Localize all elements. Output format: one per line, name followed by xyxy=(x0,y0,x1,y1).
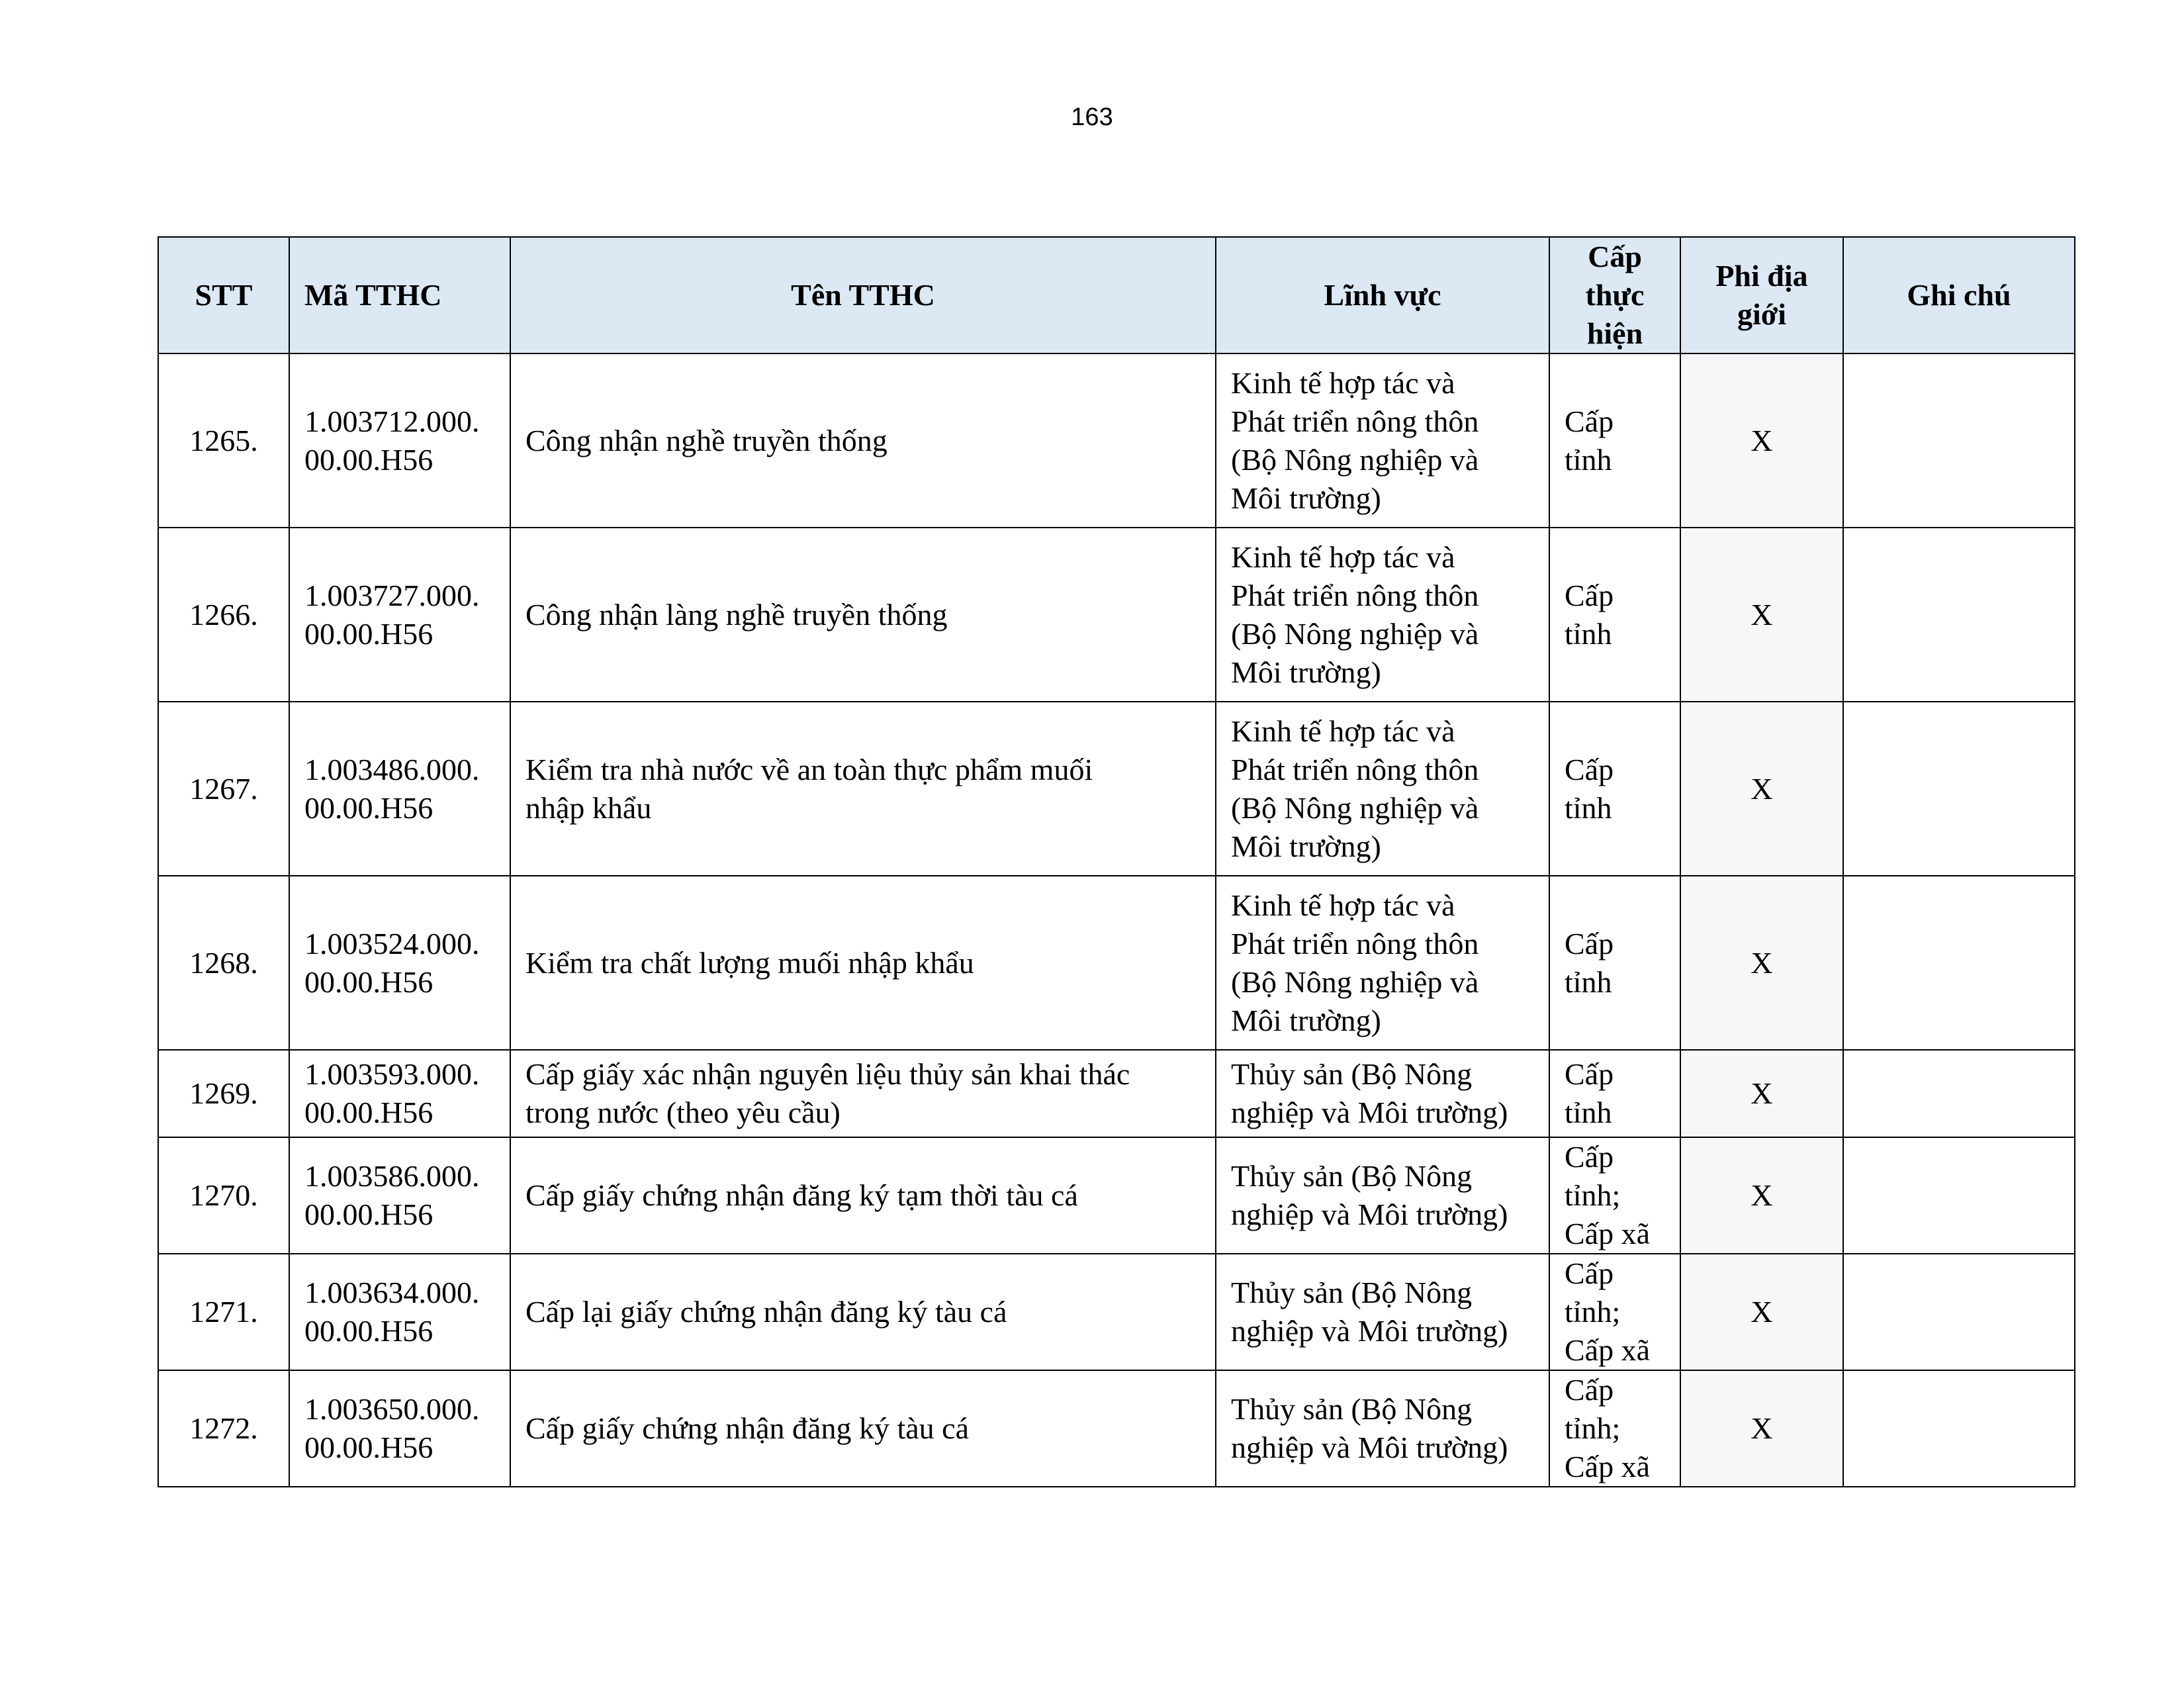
cell-name xyxy=(510,702,1216,876)
cell-level xyxy=(1549,1370,1680,1487)
cell-stt: 1266. xyxy=(158,528,289,702)
code-line: 1.003712.000. xyxy=(304,404,480,438)
field-line: (Bộ Nông nghiệp và xyxy=(1231,790,1479,825)
cell-note xyxy=(1843,1050,2075,1137)
cell-phi-dia-gioi: X xyxy=(1680,528,1843,702)
cell-code xyxy=(289,876,510,1050)
field-line: Kinh tế hợp tác và xyxy=(1231,714,1455,748)
cell-phi-dia-gioi: X xyxy=(1680,1370,1843,1487)
level-line: Cấp xyxy=(1565,1373,1614,1407)
name-line: Kiểm tra nhà nước về an toàn thực phẩm muối xyxy=(525,752,1093,786)
header-field: Lĩnh vực xyxy=(1216,237,1549,353)
level-line: tỉnh xyxy=(1565,790,1612,825)
cell-code xyxy=(289,1137,510,1254)
level-line: tỉnh xyxy=(1565,442,1612,477)
code-line: 00.00.H56 xyxy=(304,616,433,651)
table-header-row xyxy=(158,237,2075,353)
cell-field xyxy=(1216,1050,1549,1137)
cell-stt: 1268. xyxy=(158,876,289,1050)
cell-level xyxy=(1549,353,1680,528)
cell-stt: 1271. xyxy=(158,1254,289,1370)
field-line: Môi trường) xyxy=(1231,481,1381,515)
field-line: Thủy sản (Bộ Nông xyxy=(1231,1057,1473,1091)
code-line: 00.00.H56 xyxy=(304,1430,433,1464)
header-level xyxy=(1549,237,1680,353)
cell-phi-dia-gioi: X xyxy=(1680,1137,1843,1254)
cell-field xyxy=(1216,1370,1549,1487)
cell-stt: 1270. xyxy=(158,1137,289,1254)
cell-name: Công nhận làng nghề truyền thống xyxy=(510,528,1216,702)
header-level-line: hiện xyxy=(1586,316,1643,350)
level-line: tỉnh xyxy=(1565,616,1612,651)
level-line: Cấp xyxy=(1565,1057,1614,1091)
code-line: 1.003634.000. xyxy=(304,1276,480,1309)
field-line: Phát triển nông thôn xyxy=(1231,926,1479,961)
table-row xyxy=(158,528,2075,702)
name-line: Cấp giấy xác nhận nguyên liệu thủy sản khai thác xyxy=(525,1057,1130,1091)
header-phi-line: Phi địa xyxy=(1715,259,1808,293)
table-row xyxy=(158,1050,2075,1137)
field-line: nghiệp và Môi trường) xyxy=(1231,1197,1508,1231)
code-line: 1.003650.000. xyxy=(304,1392,480,1426)
level-line: tỉnh; xyxy=(1565,1411,1621,1445)
header-level-line: Cấp xyxy=(1588,240,1642,273)
level-line: Cấp xã xyxy=(1565,1450,1651,1483)
header-name: Tên TTHC xyxy=(510,237,1216,353)
code-line: 00.00.H56 xyxy=(304,1096,433,1129)
cell-field xyxy=(1216,702,1549,876)
code-line: 00.00.H56 xyxy=(304,442,433,477)
cell-note xyxy=(1843,702,2075,876)
cell-level xyxy=(1549,1050,1680,1137)
header-code: Mã TTHC xyxy=(289,237,510,353)
level-line: Cấp xyxy=(1565,1140,1614,1174)
cell-level xyxy=(1549,1137,1680,1254)
level-line: Cấp xyxy=(1565,1256,1614,1290)
cell-name: Kiểm tra chất lượng muối nhập khẩu xyxy=(510,876,1216,1050)
field-line: (Bộ Nông nghiệp và xyxy=(1231,964,1479,999)
level-line: Cấp xyxy=(1565,926,1614,961)
cell-stt: 1272. xyxy=(158,1370,289,1487)
cell-note xyxy=(1843,353,2075,528)
level-line: Cấp xyxy=(1565,578,1614,612)
code-line: 1.003586.000. xyxy=(304,1159,480,1193)
field-line: Thủy sản (Bộ Nông xyxy=(1231,1159,1473,1193)
cell-name: Cấp giấy chứng nhận đăng ký tạm thời tàu cá xyxy=(510,1137,1216,1254)
field-line: Môi trường) xyxy=(1231,1003,1381,1037)
field-line: nghiệp và Môi trường) xyxy=(1231,1314,1508,1348)
field-line: Phát triển nông thôn xyxy=(1231,578,1479,612)
cell-code xyxy=(289,1050,510,1137)
cell-note xyxy=(1843,528,2075,702)
level-line: Cấp xã xyxy=(1565,1333,1651,1367)
cell-note xyxy=(1843,1370,2075,1487)
header-phi-line: giới xyxy=(1737,297,1787,331)
cell-note xyxy=(1843,1137,2075,1254)
table-row xyxy=(158,1370,2075,1487)
cell-level xyxy=(1549,1254,1680,1370)
cell-level xyxy=(1549,702,1680,876)
cell-field xyxy=(1216,876,1549,1050)
level-line: tỉnh; xyxy=(1565,1295,1621,1329)
header-stt: STT xyxy=(158,237,289,353)
cell-note xyxy=(1843,1254,2075,1370)
code-line: 00.00.H56 xyxy=(304,1197,433,1231)
cell-phi-dia-gioi: X xyxy=(1680,1050,1843,1137)
header-phi-dia-gioi xyxy=(1680,237,1843,353)
level-line: tỉnh; xyxy=(1565,1178,1621,1212)
table-row xyxy=(158,702,2075,876)
cell-phi-dia-gioi: X xyxy=(1680,702,1843,876)
field-line: Kinh tế hợp tác và xyxy=(1231,888,1455,922)
code-line: 1.003727.000. xyxy=(304,578,480,612)
field-line: Kinh tế hợp tác và xyxy=(1231,539,1455,574)
cell-name: Công nhận nghề truyền thống xyxy=(510,353,1216,528)
header-note: Ghi chú xyxy=(1843,237,2075,353)
code-line: 1.003486.000. xyxy=(304,752,480,786)
table-row xyxy=(158,353,2075,528)
cell-code xyxy=(289,1370,510,1487)
field-line: Phát triển nông thôn xyxy=(1231,752,1479,786)
table-row xyxy=(158,1137,2075,1254)
field-line: Thủy sản (Bộ Nông xyxy=(1231,1392,1473,1426)
level-line: Cấp xã xyxy=(1565,1217,1651,1250)
name-line: trong nước (theo yêu cầu) xyxy=(525,1096,841,1129)
cell-level xyxy=(1549,876,1680,1050)
level-line: Cấp xyxy=(1565,404,1614,438)
field-line: Môi trường) xyxy=(1231,655,1381,689)
cell-name: Cấp lại giấy chứng nhận đăng ký tàu cá xyxy=(510,1254,1216,1370)
cell-field xyxy=(1216,1137,1549,1254)
field-line: nghiệp và Môi trường) xyxy=(1231,1430,1508,1464)
page-number: 163 xyxy=(1071,103,1113,131)
level-line: tỉnh xyxy=(1565,1096,1612,1129)
cell-code xyxy=(289,353,510,528)
header-level-line: thực xyxy=(1585,278,1645,312)
level-line: tỉnh xyxy=(1565,964,1612,999)
table-row xyxy=(158,876,2075,1050)
cell-level xyxy=(1549,528,1680,702)
field-line: nghiệp và Môi trường) xyxy=(1231,1096,1508,1129)
procedures-table xyxy=(158,236,2075,1487)
code-line: 00.00.H56 xyxy=(304,964,433,999)
name-line: nhập khẩu xyxy=(525,790,652,825)
cell-code xyxy=(289,528,510,702)
field-line: (Bộ Nông nghiệp và xyxy=(1231,616,1479,651)
field-line: Phát triển nông thôn xyxy=(1231,404,1479,438)
cell-note xyxy=(1843,876,2075,1050)
cell-phi-dia-gioi: X xyxy=(1680,876,1843,1050)
code-line: 1.003524.000. xyxy=(304,926,480,961)
cell-field xyxy=(1216,1254,1549,1370)
cell-name: Cấp giấy chứng nhận đăng ký tàu cá xyxy=(510,1370,1216,1487)
cell-stt: 1269. xyxy=(158,1050,289,1137)
cell-phi-dia-gioi: X xyxy=(1680,353,1843,528)
cell-field xyxy=(1216,353,1549,528)
cell-code xyxy=(289,1254,510,1370)
cell-code xyxy=(289,702,510,876)
table-row xyxy=(158,1254,2075,1370)
cell-phi-dia-gioi: X xyxy=(1680,1254,1843,1370)
field-line: (Bộ Nông nghiệp và xyxy=(1231,442,1479,477)
code-line: 00.00.H56 xyxy=(304,1314,433,1348)
field-line: Môi trường) xyxy=(1231,829,1381,863)
field-line: Kinh tế hợp tác và xyxy=(1231,365,1455,400)
code-line: 1.003593.000. xyxy=(304,1057,480,1091)
field-line: Thủy sản (Bộ Nông xyxy=(1231,1276,1473,1309)
cell-stt: 1267. xyxy=(158,702,289,876)
cell-field xyxy=(1216,528,1549,702)
level-line: Cấp xyxy=(1565,752,1614,786)
code-line: 00.00.H56 xyxy=(304,790,433,825)
cell-stt: 1265. xyxy=(158,353,289,528)
cell-name xyxy=(510,1050,1216,1137)
